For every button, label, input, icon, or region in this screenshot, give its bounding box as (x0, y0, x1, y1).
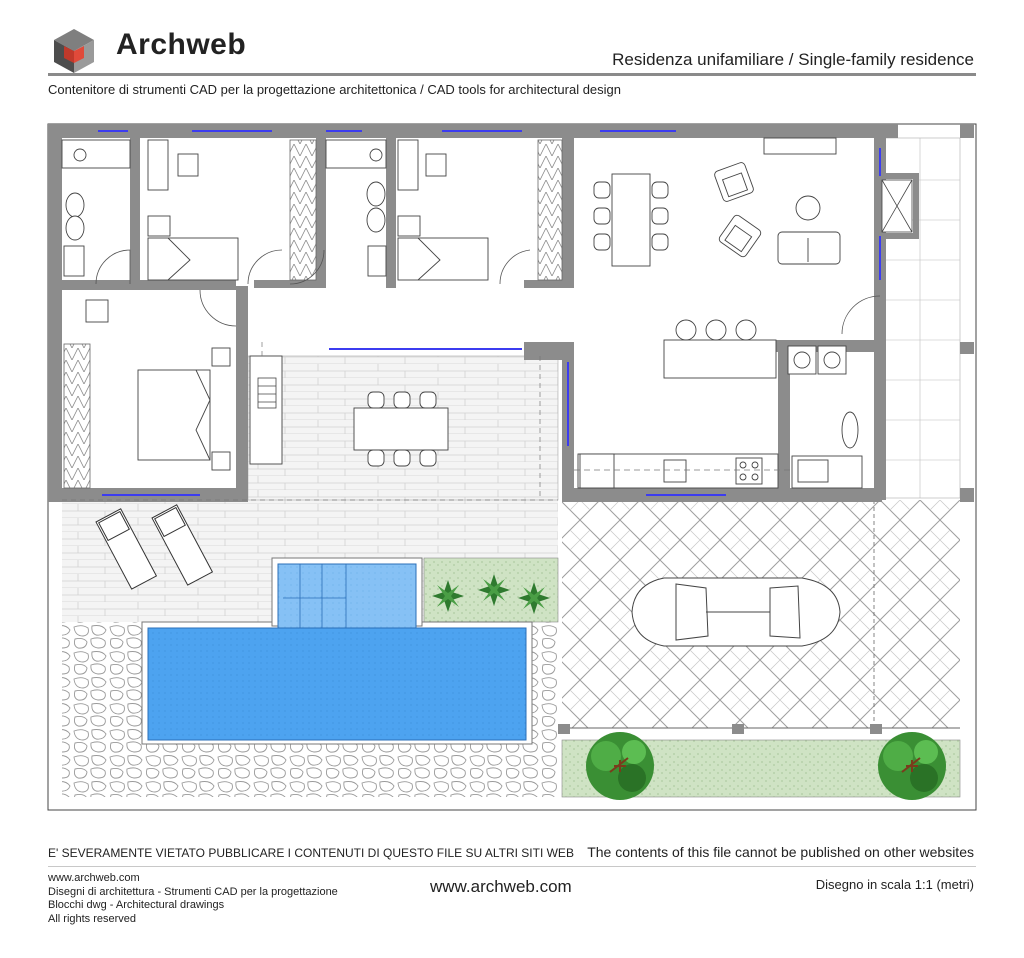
footer-line: All rights reserved (48, 912, 137, 925)
notice-english: The contents of this file cannot be published on other websites (587, 844, 974, 860)
footer-info (48, 872, 338, 926)
sink-icon (664, 460, 686, 482)
footer-line: Disegni di architettura - Strumenti CAD per la progettazione (48, 885, 338, 898)
footer-divider (48, 866, 976, 867)
notice-italian: E' SEVERAMENTE VIETATO PUBBLICARE I CONTENUTI DI QUESTO FILE SU ALTRI SITI WEB (48, 846, 574, 860)
footer-website-link[interactable]: www.archweb.com (430, 877, 572, 896)
pool-steps-water (278, 564, 416, 628)
car-icon (632, 578, 840, 646)
page-title: Residenza unifamiliare / Single-family residence (612, 50, 974, 69)
footer-line: Blocchi dwg - Architectural drawings (48, 899, 225, 911)
page-subtitle: Contenitore di strumenti CAD per la progettazione architettonica / CAD tools for architectural design (48, 82, 622, 97)
sofa-icon (778, 232, 840, 264)
shower-icon (882, 180, 912, 232)
drawing-scale: Disegno in scala 1:1 (metri) (815, 877, 974, 892)
coffee-table (796, 196, 820, 220)
pool-water (148, 628, 526, 740)
fireplace (764, 138, 836, 154)
brand-name[interactable]: Archweb (116, 28, 247, 61)
stove-icon (736, 458, 762, 484)
footer-line[interactable]: www.archweb.com (48, 872, 140, 884)
